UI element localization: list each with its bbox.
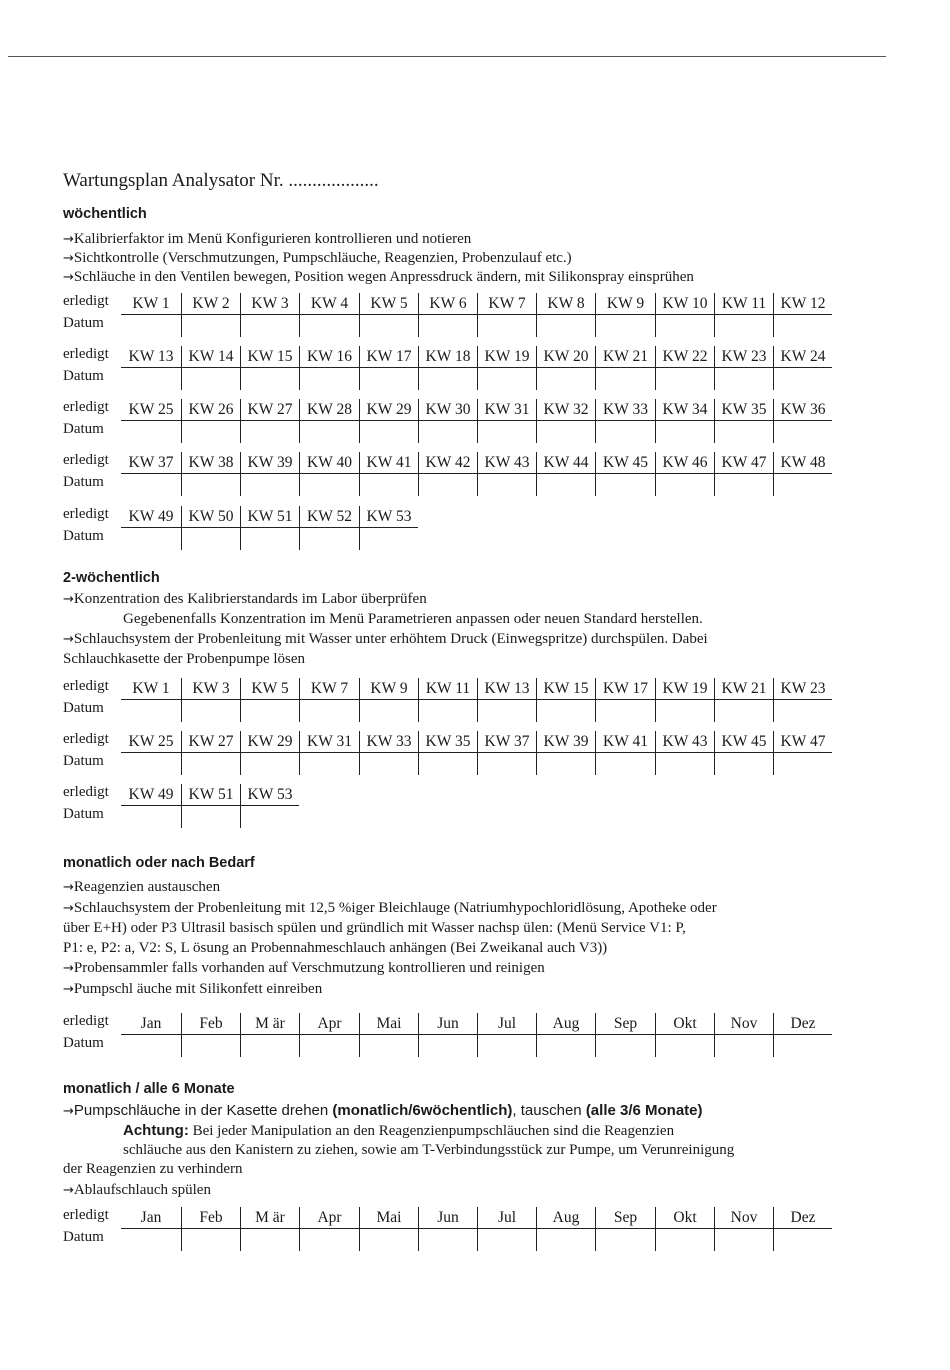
date-cell[interactable] (714, 699, 773, 722)
period-cell: KW 50 (181, 506, 240, 527)
date-cell[interactable] (477, 699, 536, 722)
period-cell: KW 21 (714, 678, 773, 699)
date-cell[interactable] (714, 752, 773, 775)
date-cell[interactable] (299, 367, 359, 390)
period-cell: KW 9 (359, 678, 418, 699)
period-cell: KW 39 (536, 731, 595, 752)
arrow-right-icon: → (63, 880, 73, 895)
date-cell[interactable] (299, 314, 359, 337)
top-rule (8, 56, 886, 57)
date-cell[interactable] (714, 1228, 773, 1251)
row-divider (121, 1228, 832, 1229)
date-cell[interactable] (299, 752, 359, 775)
period-cell: KW 39 (240, 452, 299, 473)
period-cell: KW 1 (132, 679, 170, 697)
date-cell[interactable] (181, 314, 240, 337)
period-cell: Jun (418, 1013, 477, 1034)
monthly-line-6: →Pumpschl äuche mit Silikonfett einreiben (63, 981, 323, 997)
date-label: Datum (63, 421, 104, 437)
arrow-right-icon: → (63, 270, 73, 285)
period-cell: KW 49 (128, 785, 174, 803)
period-cell: M är (240, 1207, 299, 1228)
done-label: erledigt (63, 506, 109, 522)
date-cell[interactable] (477, 420, 536, 443)
period-cell: KW 43 (477, 452, 536, 473)
period-cell: KW 33 (595, 399, 655, 420)
date-cell[interactable] (418, 314, 477, 337)
date-cell[interactable] (536, 420, 595, 443)
date-cell[interactable] (240, 699, 299, 722)
sixmonth-line-1: →Pumpschläuche in der Kasette drehen (monatlich/6wöchentlich), tauschen (alle 3/6 Monate) (63, 1102, 703, 1119)
date-cell[interactable] (240, 367, 299, 390)
period-cell: KW 11 (418, 678, 477, 699)
row-divider (121, 314, 832, 315)
period-cell: KW 31 (477, 399, 536, 420)
period-cell: Nov (714, 1013, 773, 1034)
period-cell: KW 27 (240, 399, 299, 420)
period-cell: KW 26 (181, 399, 240, 420)
period-cell: Aug (536, 1207, 595, 1228)
period-cell: KW 8 (536, 293, 595, 314)
period-cell: KW 41 (359, 452, 418, 473)
period-cell: Jun (418, 1207, 477, 1228)
row-divider (121, 367, 832, 368)
biweekly-line-3: →Schlauchsystem der Probenleitung mit Wasser unter erhöhtem Druck (Einwegspritze) durchspülen. Dabei (63, 631, 708, 647)
done-label: erledigt (63, 731, 109, 747)
period-cell: KW 31 (299, 731, 359, 752)
period-cell: Jul (477, 1013, 536, 1034)
date-cell[interactable] (714, 1034, 773, 1057)
row-divider (121, 752, 832, 753)
date-cell[interactable] (477, 1034, 536, 1057)
period-cell: KW 3 (240, 293, 299, 314)
period-cell: KW 19 (655, 678, 714, 699)
monthly-heading: monatlich oder nach Bedarf (63, 855, 255, 871)
date-cell[interactable] (536, 314, 595, 337)
date-label: Datum (63, 1035, 104, 1051)
date-cell[interactable] (536, 367, 595, 390)
period-cell: KW 32 (536, 399, 595, 420)
weekly-heading: wöchentlich (63, 206, 147, 222)
arrow-right-icon: → (63, 961, 73, 976)
weekly-item-1: →Kalibrierfaktor im Menü Konfigurieren kontrollieren und notieren (63, 231, 472, 247)
date-cell[interactable] (359, 473, 418, 496)
period-cell: M är (240, 1013, 299, 1034)
period-cell: KW 15 (536, 678, 595, 699)
date-cell[interactable] (359, 1034, 418, 1057)
date-cell[interactable] (595, 699, 655, 722)
date-label: Datum (63, 474, 104, 490)
period-cell: KW 17 (359, 346, 418, 367)
row-divider (121, 527, 418, 528)
period-cell: Mai (359, 1013, 418, 1034)
monthly-line-4: P1: e, P2: a, V2: S, L ösung an Probennahmeschlauch anhängen (Bei Zweikanal auch V3)) (63, 940, 608, 956)
date-cell[interactable] (418, 473, 477, 496)
period-cell: Dez (773, 1013, 832, 1034)
arrow-right-icon: → (63, 232, 73, 247)
date-cell[interactable] (773, 314, 832, 337)
period-cell: KW 37 (477, 731, 536, 752)
period-cell: KW 43 (655, 731, 714, 752)
period-cell: KW 52 (299, 506, 359, 527)
monthly-line-1: →Reagenzien austauschen (63, 879, 221, 895)
date-cell[interactable] (121, 367, 181, 390)
date-cell[interactable] (477, 367, 536, 390)
period-cell: KW 9 (595, 293, 655, 314)
date-cell[interactable] (240, 314, 299, 337)
done-label: erledigt (63, 678, 109, 694)
sixmonth-line-3: schläuche aus den Kanistern zu ziehen, sowie am T-Verbindungsstück zur Pumpe, um Verunreinigung (123, 1142, 735, 1158)
period-cell: KW 47 (773, 731, 832, 752)
date-cell[interactable] (773, 473, 832, 496)
date-cell[interactable] (121, 805, 181, 828)
date-cell[interactable] (536, 1228, 595, 1251)
date-cell[interactable] (477, 752, 536, 775)
date-label: Datum (63, 528, 104, 544)
date-cell[interactable] (299, 473, 359, 496)
done-label: erledigt (63, 293, 109, 309)
period-cell: KW 49 (128, 507, 174, 525)
date-cell[interactable] (655, 367, 714, 390)
period-cell: KW 51 (240, 506, 299, 527)
period-cell: KW 47 (714, 452, 773, 473)
date-cell[interactable] (181, 473, 240, 496)
date-cell[interactable] (714, 420, 773, 443)
date-cell[interactable] (240, 473, 299, 496)
period-cell: KW 42 (418, 452, 477, 473)
date-cell[interactable] (359, 752, 418, 775)
biweekly-line-2: Gegebenenfalls Konzentration im Menü Parametrieren anpassen oder neuen Standard herstellen. (123, 611, 703, 627)
date-cell[interactable] (121, 420, 181, 443)
period-cell: KW 35 (714, 399, 773, 420)
period-cell: KW 44 (536, 452, 595, 473)
period-cell: KW 25 (128, 400, 174, 418)
period-cell: Sep (595, 1013, 655, 1034)
date-cell[interactable] (773, 699, 832, 722)
period-cell: KW 51 (181, 784, 240, 805)
period-cell: KW 35 (418, 731, 477, 752)
period-cell: KW 24 (773, 346, 832, 367)
date-cell[interactable] (240, 527, 299, 550)
date-cell[interactable] (299, 1034, 359, 1057)
date-cell[interactable] (121, 527, 181, 550)
date-cell[interactable] (240, 752, 299, 775)
period-cell: Feb (181, 1207, 240, 1228)
arrow-right-icon: → (63, 632, 73, 647)
period-cell: Apr (299, 1013, 359, 1034)
date-cell[interactable] (359, 420, 418, 443)
done-label: erledigt (63, 1207, 109, 1223)
period-cell: Apr (299, 1207, 359, 1228)
date-cell[interactable] (714, 367, 773, 390)
row-divider (121, 1034, 832, 1035)
period-cell: Jul (477, 1207, 536, 1228)
date-cell[interactable] (477, 473, 536, 496)
period-cell: KW 14 (181, 346, 240, 367)
date-cell[interactable] (536, 752, 595, 775)
date-cell[interactable] (595, 1228, 655, 1251)
period-cell: KW 30 (418, 399, 477, 420)
period-cell: KW 2 (181, 293, 240, 314)
period-cell: Nov (714, 1207, 773, 1228)
date-cell[interactable] (181, 527, 240, 550)
period-cell: KW 7 (477, 293, 536, 314)
period-cell: KW 45 (595, 452, 655, 473)
period-cell: KW 22 (655, 346, 714, 367)
period-cell: KW 17 (595, 678, 655, 699)
date-cell[interactable] (655, 699, 714, 722)
date-cell[interactable] (477, 1228, 536, 1251)
date-cell[interactable] (773, 1228, 832, 1251)
arrow-right-icon: → (63, 251, 73, 266)
period-cell: KW 41 (595, 731, 655, 752)
period-cell: Sep (595, 1207, 655, 1228)
date-cell[interactable] (299, 420, 359, 443)
period-cell: KW 33 (359, 731, 418, 752)
date-cell[interactable] (359, 1228, 418, 1251)
date-cell[interactable] (595, 473, 655, 496)
date-cell[interactable] (359, 367, 418, 390)
period-cell: KW 27 (181, 731, 240, 752)
date-cell[interactable] (240, 1034, 299, 1057)
period-cell: KW 5 (359, 293, 418, 314)
date-cell[interactable] (595, 314, 655, 337)
biweekly-line-1: →Konzentration des Kalibrierstandards im Labor überprüfen (63, 591, 427, 607)
period-cell: KW 5 (240, 678, 299, 699)
date-label: Datum (63, 315, 104, 331)
date-cell[interactable] (418, 1034, 477, 1057)
arrow-right-icon: → (63, 982, 73, 997)
date-cell[interactable] (121, 752, 181, 775)
date-cell[interactable] (536, 473, 595, 496)
period-cell: KW 13 (128, 347, 174, 365)
date-label: Datum (63, 368, 104, 384)
date-cell[interactable] (536, 1034, 595, 1057)
arrow-right-icon: → (63, 592, 73, 607)
period-cell: Feb (181, 1013, 240, 1034)
sixmonth-line-5: →Ablaufschlauch spülen (63, 1182, 211, 1198)
period-cell: Okt (655, 1013, 714, 1034)
period-cell: KW 37 (128, 453, 174, 471)
date-label: Datum (63, 700, 104, 716)
date-cell[interactable] (773, 752, 832, 775)
date-cell[interactable] (181, 805, 240, 828)
date-cell[interactable] (359, 699, 418, 722)
done-label: erledigt (63, 784, 109, 800)
period-cell: KW 3 (181, 678, 240, 699)
date-cell[interactable] (418, 752, 477, 775)
row-divider (121, 805, 299, 806)
date-label: Datum (63, 806, 104, 822)
date-cell[interactable] (418, 699, 477, 722)
period-cell: Jan (140, 1014, 162, 1032)
done-label: erledigt (63, 346, 109, 362)
period-cell: KW 36 (773, 399, 832, 420)
period-cell: KW 18 (418, 346, 477, 367)
period-cell: KW 10 (655, 293, 714, 314)
sixmonth-line-4: der Reagenzien zu verhindern (63, 1161, 243, 1177)
row-divider (121, 699, 832, 700)
period-cell: KW 53 (240, 784, 299, 805)
period-cell: KW 45 (714, 731, 773, 752)
date-cell[interactable] (595, 420, 655, 443)
date-cell[interactable] (595, 367, 655, 390)
date-cell[interactable] (655, 752, 714, 775)
date-cell[interactable] (181, 752, 240, 775)
date-cell[interactable] (240, 420, 299, 443)
period-cell: KW 48 (773, 452, 832, 473)
period-cell: KW 28 (299, 399, 359, 420)
sixmonth-heading: monatlich / alle 6 Monate (63, 1081, 235, 1097)
period-cell: KW 40 (299, 452, 359, 473)
period-cell: KW 38 (181, 452, 240, 473)
date-cell[interactable] (181, 699, 240, 722)
row-divider (121, 420, 832, 421)
date-cell[interactable] (299, 527, 359, 550)
period-cell: KW 7 (299, 678, 359, 699)
period-cell: KW 53 (359, 506, 418, 527)
arrow-right-icon: → (63, 901, 73, 916)
date-cell[interactable] (418, 420, 477, 443)
date-cell[interactable] (359, 527, 418, 550)
date-cell[interactable] (655, 473, 714, 496)
date-cell[interactable] (121, 699, 181, 722)
date-cell[interactable] (181, 367, 240, 390)
date-cell[interactable] (181, 420, 240, 443)
date-cell[interactable] (240, 1228, 299, 1251)
done-label: erledigt (63, 399, 109, 415)
period-cell: KW 19 (477, 346, 536, 367)
period-cell: KW 15 (240, 346, 299, 367)
done-label: erledigt (63, 452, 109, 468)
date-cell[interactable] (655, 1034, 714, 1057)
weekly-item-3: →Schläuche in den Ventilen bewegen, Position wegen Anpressdruck ändern, mit Silikonspray einsprühen (63, 269, 694, 285)
row-divider (121, 473, 832, 474)
period-cell: KW 29 (240, 731, 299, 752)
period-cell: KW 13 (477, 678, 536, 699)
period-cell: KW 23 (773, 678, 832, 699)
date-cell[interactable] (418, 1228, 477, 1251)
period-cell: KW 4 (299, 293, 359, 314)
period-cell: KW 20 (536, 346, 595, 367)
biweekly-heading: 2-wöchentlich (63, 570, 160, 586)
date-cell[interactable] (655, 314, 714, 337)
biweekly-line-4: Schlauchkasette der Probenpumpe lösen (63, 651, 306, 667)
date-cell[interactable] (595, 1034, 655, 1057)
date-cell[interactable] (121, 473, 181, 496)
period-cell: KW 16 (299, 346, 359, 367)
date-cell[interactable] (121, 1228, 181, 1251)
date-cell[interactable] (714, 314, 773, 337)
monthly-line-5: →Probensammler falls vorhanden auf Verschmutzung kontrollieren und reinigen (63, 960, 545, 976)
date-cell[interactable] (359, 314, 418, 337)
date-cell[interactable] (655, 1228, 714, 1251)
period-cell: Mai (359, 1207, 418, 1228)
date-cell[interactable] (536, 699, 595, 722)
date-cell[interactable] (121, 314, 181, 337)
date-label: Datum (63, 753, 104, 769)
period-cell: Jan (140, 1208, 162, 1226)
period-cell: KW 34 (655, 399, 714, 420)
sixmonth-line-2: Achtung: Bei jeder Manipulation an den Reagenzienpumpschläuchen sind die Reagenzien (123, 1122, 675, 1139)
arrow-right-icon: → (63, 1104, 73, 1119)
period-cell: KW 23 (714, 346, 773, 367)
period-cell: KW 25 (128, 732, 174, 750)
date-cell[interactable] (655, 420, 714, 443)
period-cell: Aug (536, 1013, 595, 1034)
date-cell[interactable] (714, 473, 773, 496)
monthly-line-3: über E+H) oder P3 Ultrasil basisch spülen und gründlich mit Wasser nachsp ülen: (Menü Service V1: P, (63, 920, 686, 936)
monthly-line-2: →Schlauchsystem der Probenleitung mit 12,5 %iger Bleichlauge (Natriumhypochloridlösung, Apotheke oder (63, 900, 717, 916)
date-cell[interactable] (240, 805, 299, 828)
period-cell: KW 11 (714, 293, 773, 314)
date-cell[interactable] (595, 752, 655, 775)
period-cell: KW 46 (655, 452, 714, 473)
date-cell[interactable] (477, 314, 536, 337)
period-cell: KW 1 (132, 294, 170, 312)
date-cell[interactable] (418, 367, 477, 390)
date-cell[interactable] (181, 1034, 240, 1057)
period-cell: Okt (655, 1207, 714, 1228)
date-cell[interactable] (773, 1034, 832, 1057)
period-cell: KW 29 (359, 399, 418, 420)
date-cell[interactable] (299, 1228, 359, 1251)
date-cell[interactable] (181, 1228, 240, 1251)
date-cell[interactable] (773, 420, 832, 443)
page-title: Wartungsplan Analysator Nr. ................... (63, 170, 379, 191)
date-cell[interactable] (121, 1034, 181, 1057)
period-cell: KW 21 (595, 346, 655, 367)
period-cell: Dez (773, 1207, 832, 1228)
weekly-item-2: →Sichtkontrolle (Verschmutzungen, Pumpschläuche, Reagenzien, Probenzulauf etc.) (63, 250, 572, 266)
period-cell: KW 12 (773, 293, 832, 314)
date-cell[interactable] (299, 699, 359, 722)
period-cell: KW 6 (418, 293, 477, 314)
date-cell[interactable] (773, 367, 832, 390)
date-label: Datum (63, 1229, 104, 1245)
done-label: erledigt (63, 1013, 109, 1029)
arrow-right-icon: → (63, 1183, 73, 1198)
